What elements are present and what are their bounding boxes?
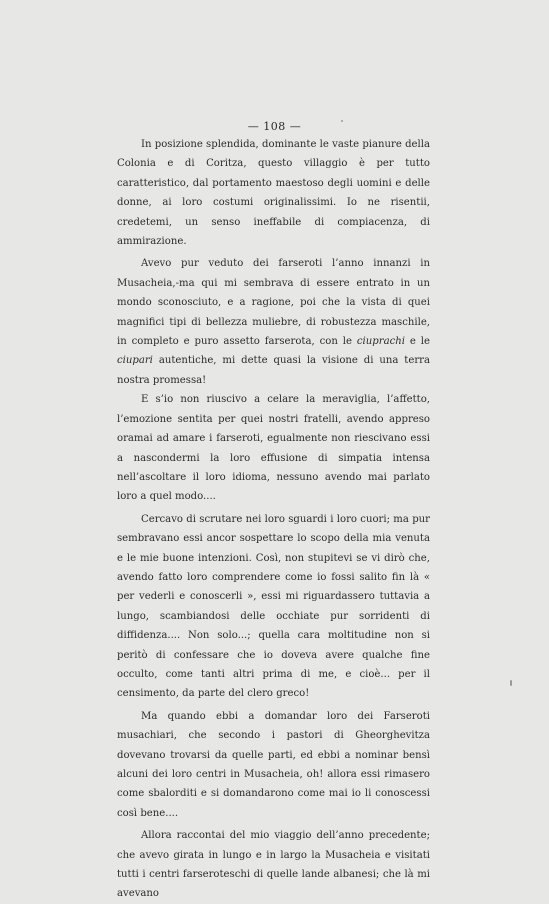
paragraph [117, 826, 430, 904]
paragraph [117, 254, 430, 390]
body-text [117, 135, 430, 904]
paragraph-text: In posizione splendida, dominante le vaste pianure della Colonia e di Coritza, questo villaggio è per tutto caratteristico, dal portamento maestoso degli uomini e delle donne, ai loro costumi originalissimi. Io ne risentii, credetemi, un senso ineffabile di compiacenza, di ammirazione. [117, 139, 430, 248]
paragraph [117, 135, 430, 251]
paper-speck [510, 680, 512, 686]
paragraph [117, 510, 430, 704]
paragraph-text: Avevo pur veduto dei farseroti l’anno innanzi in Musacheia,-ma qui mi sembrava di essere entrato in un mondo sconosciuto, e a ragione, poi che la vista di quei magnifici tipi di bellezza muliebre, di robustezza maschile, in completo e puro assetto farserota, con le [117, 258, 430, 348]
paragraph [117, 390, 430, 506]
italic-term: ciuprachi [356, 336, 405, 348]
paragraph-text: Cercavo di scrutare nei loro sguardi i loro cuori; ma pur sembravano essi ancor sospettare lo scopo della mia venuta e le mie buone intenzioni. Così, non stupitevi se vi dirò che, avendo fatto loro comprendere come io fossi salito fin là « per vederli e conoscerli », essi mi riguardassero tuttavia a lungo, scambiandosi delle occhiate pur sorridenti di diffidenza.... Non solo...; quella cara moltitudine non si peritò di confessare che io doveva avere qualche fine occulto, come tanti altri prima di me, e cioè... per il censimento, da parte del clero greco! [117, 513, 430, 700]
paragraph-text: Ma quando ebbi a domandar loro dei Farseroti musachiari, che secondo i pastori di Gheorghevitza dovevano trovarsi da quelle parti, ed ebbi a nominar bensì alcuni dei loro centri in Musacheia, oh! allora essi rimasero come sbalorditi e si domandarono come mai io li conoscessi così bene.... [117, 710, 430, 819]
paragraph-text: E s’io non riuscivo a celare la meraviglia, l’affetto, l’emozione sentita per quei nostri fratelli, avendo appreso oramai ad amare i farseroti, egualmente non riescivano essi a nascondermi la loro effusione di simpatia intensa nell’ascoltare il loro idioma, nessuno avendo mai parlato loro a quel modo.... [117, 394, 430, 503]
paragraph-text: autentiche, mi dette quasi la visione di una terra nostra promessa! [117, 355, 430, 386]
italic-term: ciupari [117, 355, 153, 367]
paper-speck [341, 120, 343, 122]
paragraph-text: e le [404, 336, 430, 348]
paragraph [117, 707, 430, 823]
page-number: — 108 — [247, 120, 302, 133]
paragraph-text: Allora raccontai del mio viaggio dell’anno precedente; che avevo girata in lungo e in largo la Musacheia e visitati tutti i centri farseroteschi di quelle lande albanesi; che là mi avevano [117, 830, 430, 900]
